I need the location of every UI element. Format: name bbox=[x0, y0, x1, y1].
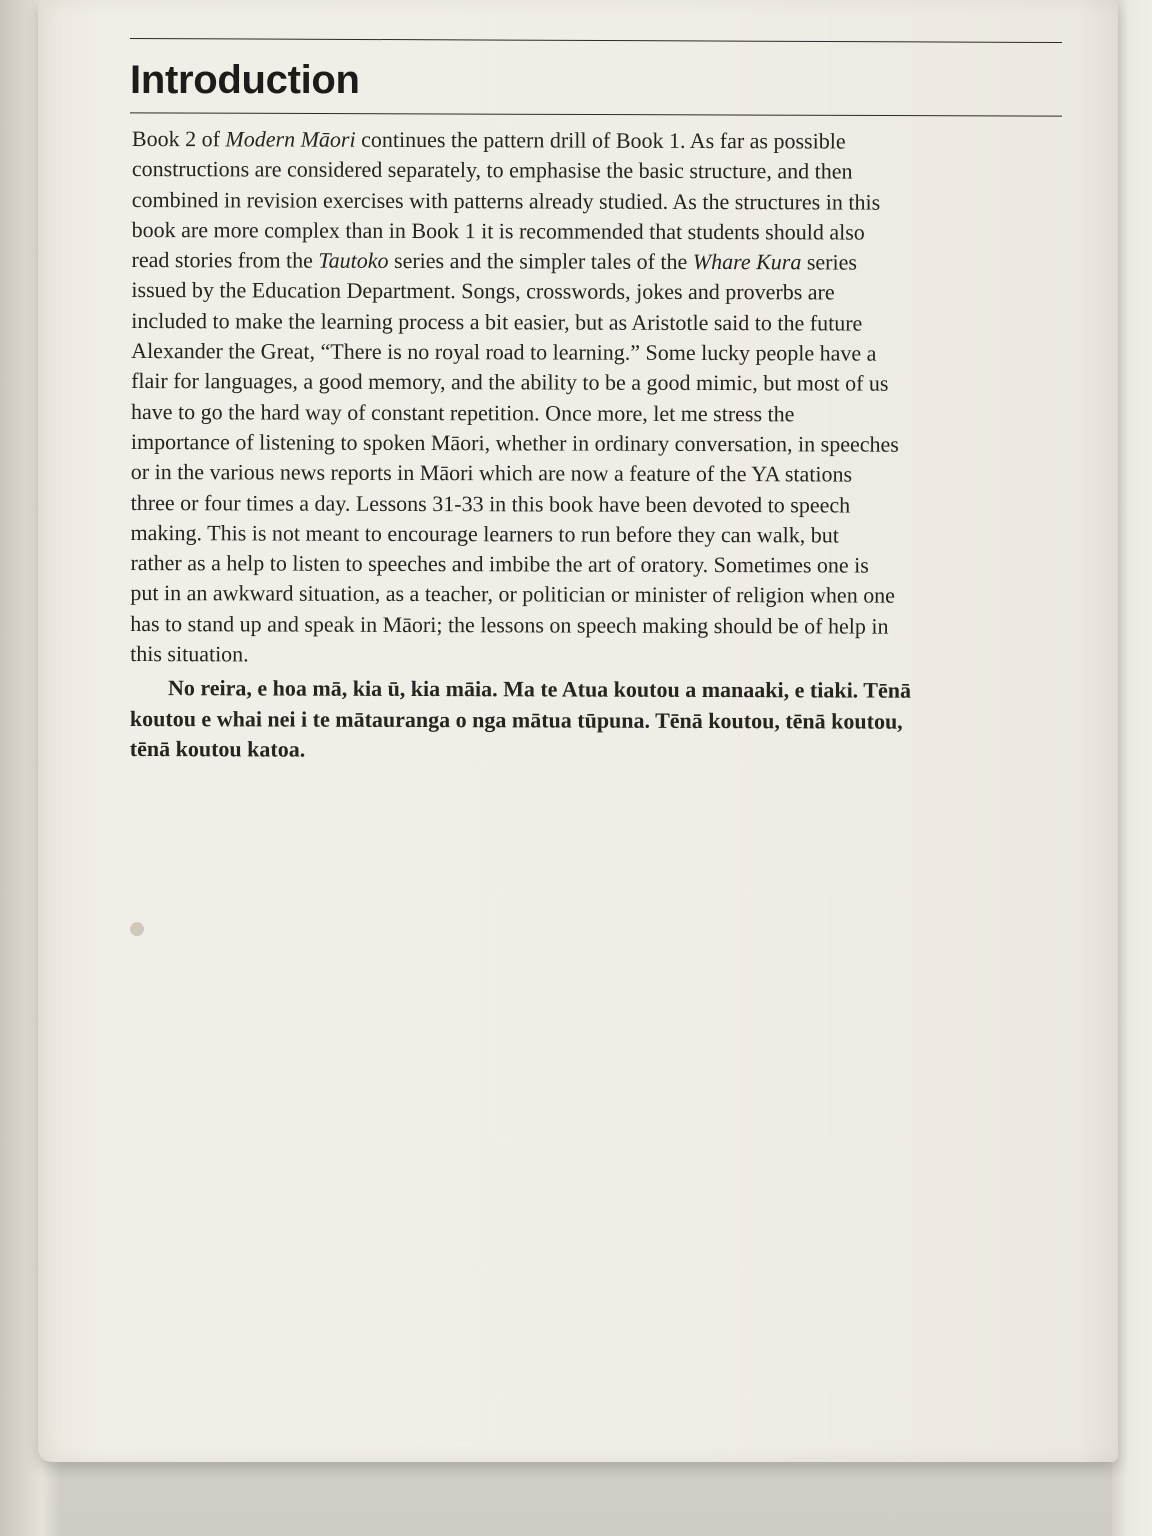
text-run: read stories from the bbox=[131, 247, 319, 273]
page-title: Introduction bbox=[130, 58, 360, 102]
paragraph-1-line bbox=[131, 397, 1051, 431]
text-run: importance of listening to spoken Māori, whether in ordinary conversation, in speeches bbox=[130, 428, 899, 457]
book-page bbox=[38, 0, 1118, 1462]
text-run: three or four times a day. Lessons 31-33 in this book have been devoted to speech bbox=[130, 489, 851, 518]
text-run: combined in revision exercises with patterns already studied. As the structures in this bbox=[131, 186, 881, 215]
paragraph-1-line bbox=[130, 548, 1050, 582]
text-run: series bbox=[801, 249, 858, 275]
paragraph-1-line bbox=[131, 245, 1051, 279]
paragraph-1-line bbox=[132, 124, 1052, 158]
text-run: issued by the Education Department. Songs, crosswords, jokes and proverbs are bbox=[131, 277, 835, 305]
paragraph-1-line bbox=[131, 275, 1051, 309]
next-page-edge bbox=[1112, 0, 1152, 1536]
text-run: constructions are considered separately, to emphasise the basic structure, and then bbox=[131, 156, 853, 184]
paragraph-1-line bbox=[131, 336, 1051, 370]
paragraph-2 bbox=[130, 673, 1050, 767]
text-run: book are more complex than in Book 1 it is recommended that students should also bbox=[131, 216, 865, 245]
italic-title: Modern Māori bbox=[225, 126, 356, 152]
text-run: this situation. bbox=[130, 641, 249, 667]
paragraph-1-line bbox=[132, 185, 1052, 219]
paper-stain bbox=[130, 922, 144, 936]
text-run: continues the pattern drill of Book 1. As far as possible bbox=[355, 126, 846, 154]
paragraph-1-line bbox=[131, 366, 1051, 400]
top-rule bbox=[130, 38, 1062, 43]
paragraph-2-line: tēnā koutou katoa. bbox=[129, 735, 306, 762]
text-run: or in the various news reports in Māori which are now a feature of the YA stations bbox=[130, 459, 853, 487]
introduction-body bbox=[130, 124, 1052, 767]
bleed-through-text bbox=[918, 66, 929, 111]
text-run: series and the simpler tales of the bbox=[388, 248, 693, 275]
text-run: rather as a help to listen to speeches and imbibe the art of oratory. Sometimes one is bbox=[130, 550, 869, 578]
paragraph-1-line bbox=[131, 457, 1051, 491]
page-gutter-shade bbox=[1078, 0, 1118, 1462]
paragraph-1-line bbox=[132, 215, 1052, 249]
italic-title: Tautoko bbox=[318, 247, 389, 274]
title-underline-rule bbox=[130, 112, 1062, 116]
paragraph-1-line bbox=[130, 639, 1050, 673]
paragraph-1 bbox=[130, 124, 1052, 673]
paragraph-1-line bbox=[132, 154, 1052, 188]
paragraph-1-line bbox=[131, 488, 1051, 522]
text-run: put in an awkward situation, as a teacher, or politician or minister of religion when one bbox=[130, 580, 896, 609]
text-run: included to make the learning process a bit easier, but as Aristotle said to the future bbox=[131, 307, 863, 336]
paragraph-1-line bbox=[131, 427, 1051, 461]
paragraph-1-line bbox=[130, 578, 1050, 612]
paragraph-1-line bbox=[130, 609, 1050, 643]
text-run: Book 2 of bbox=[131, 125, 226, 152]
text-run: flair for languages, a good memory, and the ability to be a good mimic, but most of us bbox=[131, 368, 889, 397]
paragraph-2-line: No reira, e hoa mā, kia ū, kia māia. Ma te Atua koutou a manaaki, e tiaki. Tēnā bbox=[167, 675, 912, 704]
paragraph-1-line bbox=[131, 518, 1051, 552]
paragraph-1-line bbox=[131, 306, 1051, 340]
text-run: have to go the hard way of constant repetition. Once more, let me stress the bbox=[130, 398, 795, 426]
text-run: Alexander the Great, “There is no royal road to learning.” Some lucky people have a bbox=[131, 338, 877, 366]
text-run: making. This is not meant to encourage learners to run before they can walk, but bbox=[130, 519, 839, 548]
italic-title: Whare Kura bbox=[692, 249, 802, 275]
text-run: has to stand up and speak in Māori; the lessons on speech making should be of help in bbox=[130, 610, 889, 639]
paragraph-2-line: koutou e whai nei i te mātauranga o nga mātua tūpuna. Tēnā koutou, tēnā koutou, bbox=[129, 705, 903, 734]
